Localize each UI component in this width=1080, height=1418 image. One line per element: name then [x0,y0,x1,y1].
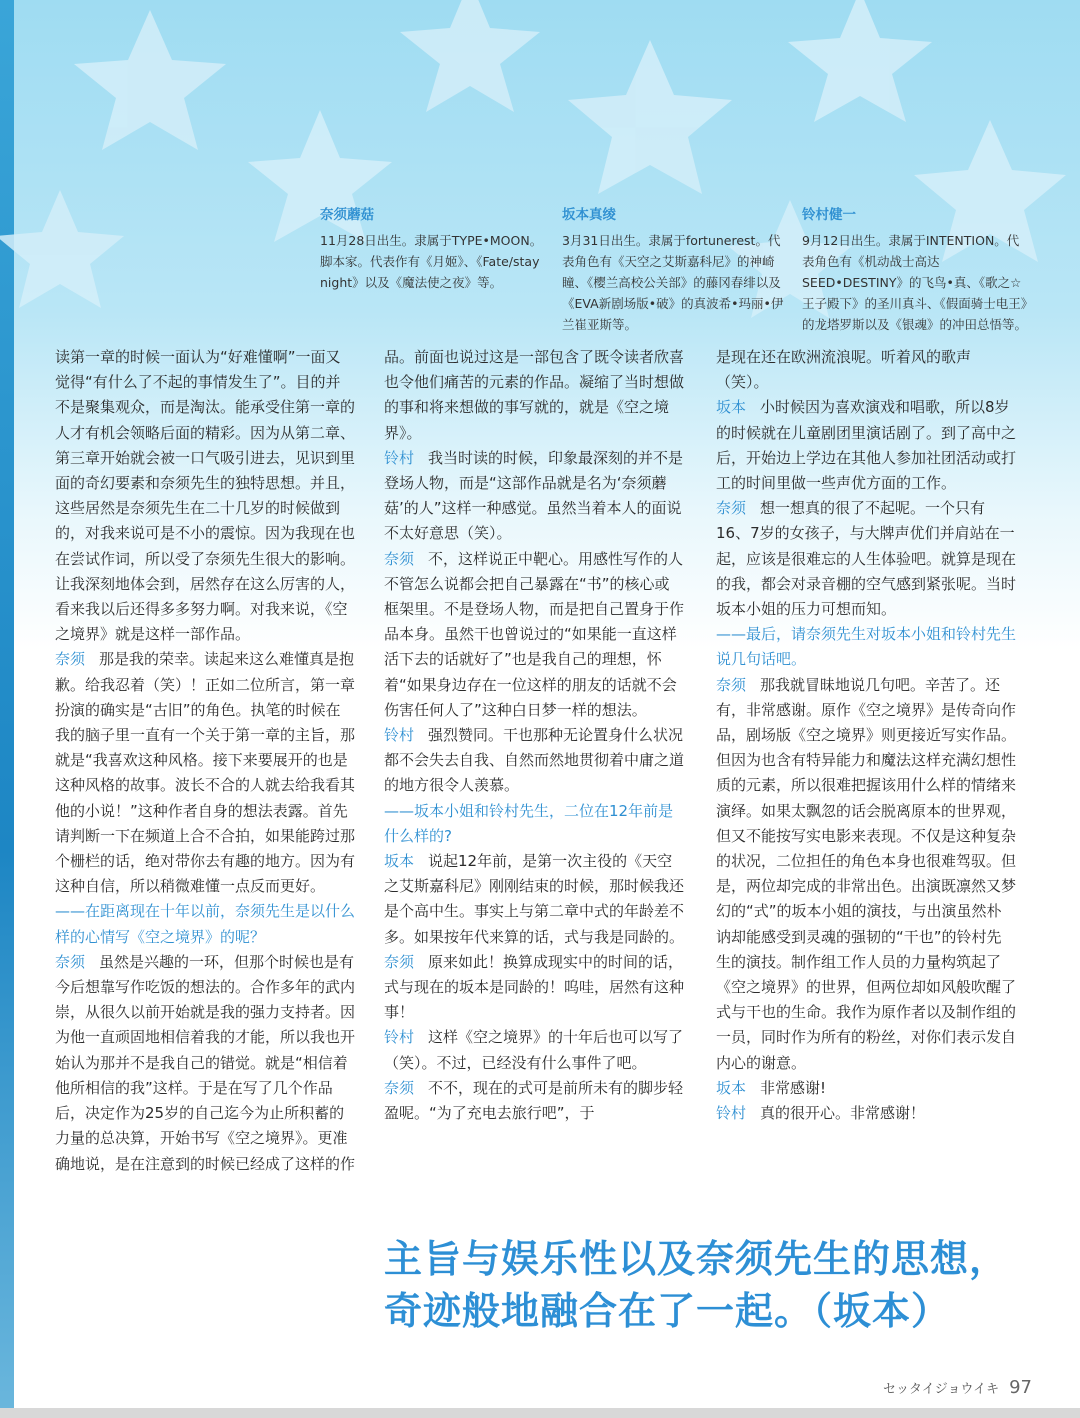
paragraph: 坂本 说起12年前，是第一次主役的《天空之艾斯嘉科尼》刚刚结束的时候，那时候我还是个高中生。事实上与第二章中式的年龄差不多。如果按年代来算的话，式与我是同龄的。 [384,852,685,946]
magazine-name: セッタイジョウイキ [883,1382,1000,1397]
speaker-label: 奈须 [384,952,415,971]
speaker-label: 铃村 [716,1104,747,1123]
star-icon [788,0,932,122]
speaker-label: 铃村 [384,726,415,745]
paragraph: 奈须 那我就冒昧地说几句吧。辛苦了。还有，非常感谢。原作《空之境界》是传奇向作品，剧场版《空之境界》则更接近写实作品。但因为也含有特异能力和魔法这样充满幻想性质的元素，所以很难把握该用什么样的情绪来演绎。如果太飘忽的话会脱离原本的世界观，但又不能按写实电影来表现。不仅是这种复杂的状况，二位担任的角色本身也很难驾驭。但是，两位却完成的非常出色。出演既凛然又梦幻的“式”的坂本小姐的演技，与出演虽然朴讷却能感受到灵魂的强韧的“干也”的铃村先生的演技。制作组工作人员的力量构筑起了《空之境界》的世界，但两位却如风般吹醒了式与干也的生命。我作为原作者以及制作组的一员，同时作为所有的粉丝，对你们表示发自内心的谢意。 [716,675,1017,1072]
page-footer [883,1377,1032,1398]
paragraph: 奈须 那是我的荣幸。读起来这么难懂真是抱歉。给我忍着（笑）！正如二位所言，第一章扮演的确实是“古旧”的角色。执笔的时候在我的脑子里一直有一个关于第一章的主旨，那就是“我喜欢这种风格。接下来要展开的也是这种风格的故事。波长不合的人就去给我看其他的小说！”这种作者自身的想法表露。首先请判断一下在频道上合不合拍，如果能跨过那个栅栏的话，绝对带你去有趣的地方。因为有这种自信，所以稍微难懂一点反而更好。 [55,650,356,896]
speaker-label: 坂本 [716,398,747,417]
speaker-label: 奈须 [384,1078,415,1097]
paragraph: 铃村 我当时读的时候，印象最深刻的并不是登场人物，而是“这部作品就是名为‘奈须蘑菇’的人”这样一种感觉。虽然当着本人的面说不太好意思（笑）。 [384,448,684,543]
bio-suzumura [802,205,1027,335]
interview-question: ——在距离现在十年以前，奈须先生是以什么样的心情写《空之境界》的呢？ [55,902,356,946]
paragraph: 铃村 这样《空之境界》的十年后也可以写了（笑）。不过，已经没有什么事件了吧。 [384,1028,684,1072]
speaker-label: 奈须 [55,952,86,971]
speaker-label: 铃村 [384,1028,415,1047]
bio-text: 9月12日出生。隶属于INTENTION。代表角色有《机动战士高达SEED•DESTINY》的飞鸟•真、《歌之☆王子殿下》的圣川真斗、《假面骑士电王》的龙塔罗斯以及《银魂》的冲田总悟等。 [802,233,1028,332]
paragraph: 奈须 虽然是兴趣的一环，但那个时候也是有今后想靠写作吃饭的想法的。合作多年的武内崇，从很久以前开始就是我的强力支持者。因为他一直顽固地相信着我的才能，所以我也开始认为那并不是我自己的错觉。就是“相信着他所相信的我”这样。于是在写了几个作品后，决定作为25岁的自己迄今为止所积蓄的力量的总决算，开始书写《空之境界》。更准确地说，是在注意到的时候已经成了这样的作 [55,952,356,1173]
headline-line-2: 奇迹般地融合在了一起。（坂本） [384,1289,951,1333]
interview-question: ——最后，请奈须先生对坂本小姐和铃村先生说几句话吧。 [716,625,1017,669]
star-icon [400,0,540,112]
speaker-label: 奈须 [55,650,86,669]
bio-sakamoto [562,205,787,335]
bio-text: 11月28日出生。隶属于TYPE•MOON。脚本家。代表作有《月姬》、《Fate/stay night》以及《魔法使之夜》等。 [320,233,543,290]
bio-text: 3月31日出生。隶属于fortunerest。代表角色有《天空之艾斯嘉科尼》的神崎瞳、《樱兰高校公关部》的藤冈春绯以及《EVA新剧场版•破》的真波希•玛丽•伊兰崔亚斯等。 [562,233,784,332]
paragraph: 读第一章的时候一面认为“好难懂啊”一面又觉得“有什么了不起的事情发生了”。目的并不是聚集观众，而是淘汰。能承受住第一章的人才有机会领略后面的精彩。因为从第二章、第三章开始就会被一口气吸引进去，见识到里面的奇幻要素和奈须先生的独特思想。并且，这些居然是奈须先生在二十几岁的时候做到的，对我来说可是不小的震惊。因为我现在也在尝试作词，所以受了奈须先生很大的影响。让我深刻地体会到，居然存在这么厉害的人，看来我以后还得多多努力啊。对我来说，《空之境界》就是这样一部作品。 [55,348,356,644]
pull-quote-headline [384,1233,1064,1337]
star-icon [0,190,124,308]
star-icon [568,40,732,194]
speaker-label: 奈须 [716,675,747,694]
speaker-label: 铃村 [384,448,415,467]
star-icon [74,10,226,150]
speaker-label: 奈须 [716,499,747,518]
paragraph: 铃村 真的很开心。非常感谢！ [716,1104,926,1123]
article-column-1 [55,345,355,1177]
paragraph: 是现在还在欧洲流浪呢。听着风的歌声（笑）。 [716,348,972,392]
paragraph: 奈须 原来如此！换算成现实中的时间的话，式与现在的坂本是同龄的！呜哇，居然有这种事！ [384,952,685,1022]
bio-name: 铃村健一 [802,207,856,223]
page-bottom-edge [0,1408,1080,1418]
paragraph: 奈须 想一想真的很了不起呢。一个只有16、7岁的女孩子，与大牌声优们并肩站在一起，应该是很难忘的人生体验吧。就算是现在的我，都会对录音棚的空气感到紧张呢。当时坂本小姐的压力可想而知。 [716,499,1017,619]
paragraph: 奈须 不不，现在的式可是前所未有的脚步轻盈呢。“为了充电去旅行吧”，于 [384,1078,684,1123]
bio-name: 坂本真绫 [562,207,616,223]
speaker-label: 坂本 [384,852,415,871]
paragraph: 奈须 不，这样说正中靶心。用感性写作的人不管怎么说都会把自己暴露在“书”的核心或框架里。不是登场人物，而是把自己置身于作品本身。虽然干也曾说过的“如果能一直这样活下去的话就好了”也是我自己的理想，怀着“如果身边存在一位这样的朋友的话就不会伤害任何人了”这种白日梦一样的想法。 [384,549,685,719]
speaker-label: 坂本 [716,1078,747,1097]
paragraph: 坂本 小时候因为喜欢演戏和唱歌，所以8岁的时候就在儿童剧团里演话剧了。到了高中之后，开始边上学边在其他人参加社团活动或打工的时间里做一些声优方面的工作。 [716,398,1017,493]
article-column-2 [384,345,684,1126]
article-column-3 [716,345,1016,1126]
bio-nasu [320,205,545,293]
bio-name: 奈须蘑菇 [320,207,374,223]
speaker-label: 奈须 [384,549,415,568]
paragraph: 坂本 非常感谢! [716,1078,827,1097]
page-number: 97 [1009,1377,1032,1398]
headline-line-1: 主旨与娱乐性以及奈须先生的思想， [384,1237,1009,1281]
paragraph: 铃村 强烈赞同。干也那种无论置身什么状况都不会失去自我、自然而然地贯彻着中庸之道的地方很令人羡慕。 [384,726,685,795]
interview-question: ——坂本小姐和铃村先生，二位在12年前是什么样的? [384,801,674,845]
paragraph: 品。前面也说过这是一部包含了既令读者欣喜也令他们痛苦的元素的作品。凝缩了当时想做的事和将来想做的事写就的，就是《空之境界》。 [384,348,685,442]
